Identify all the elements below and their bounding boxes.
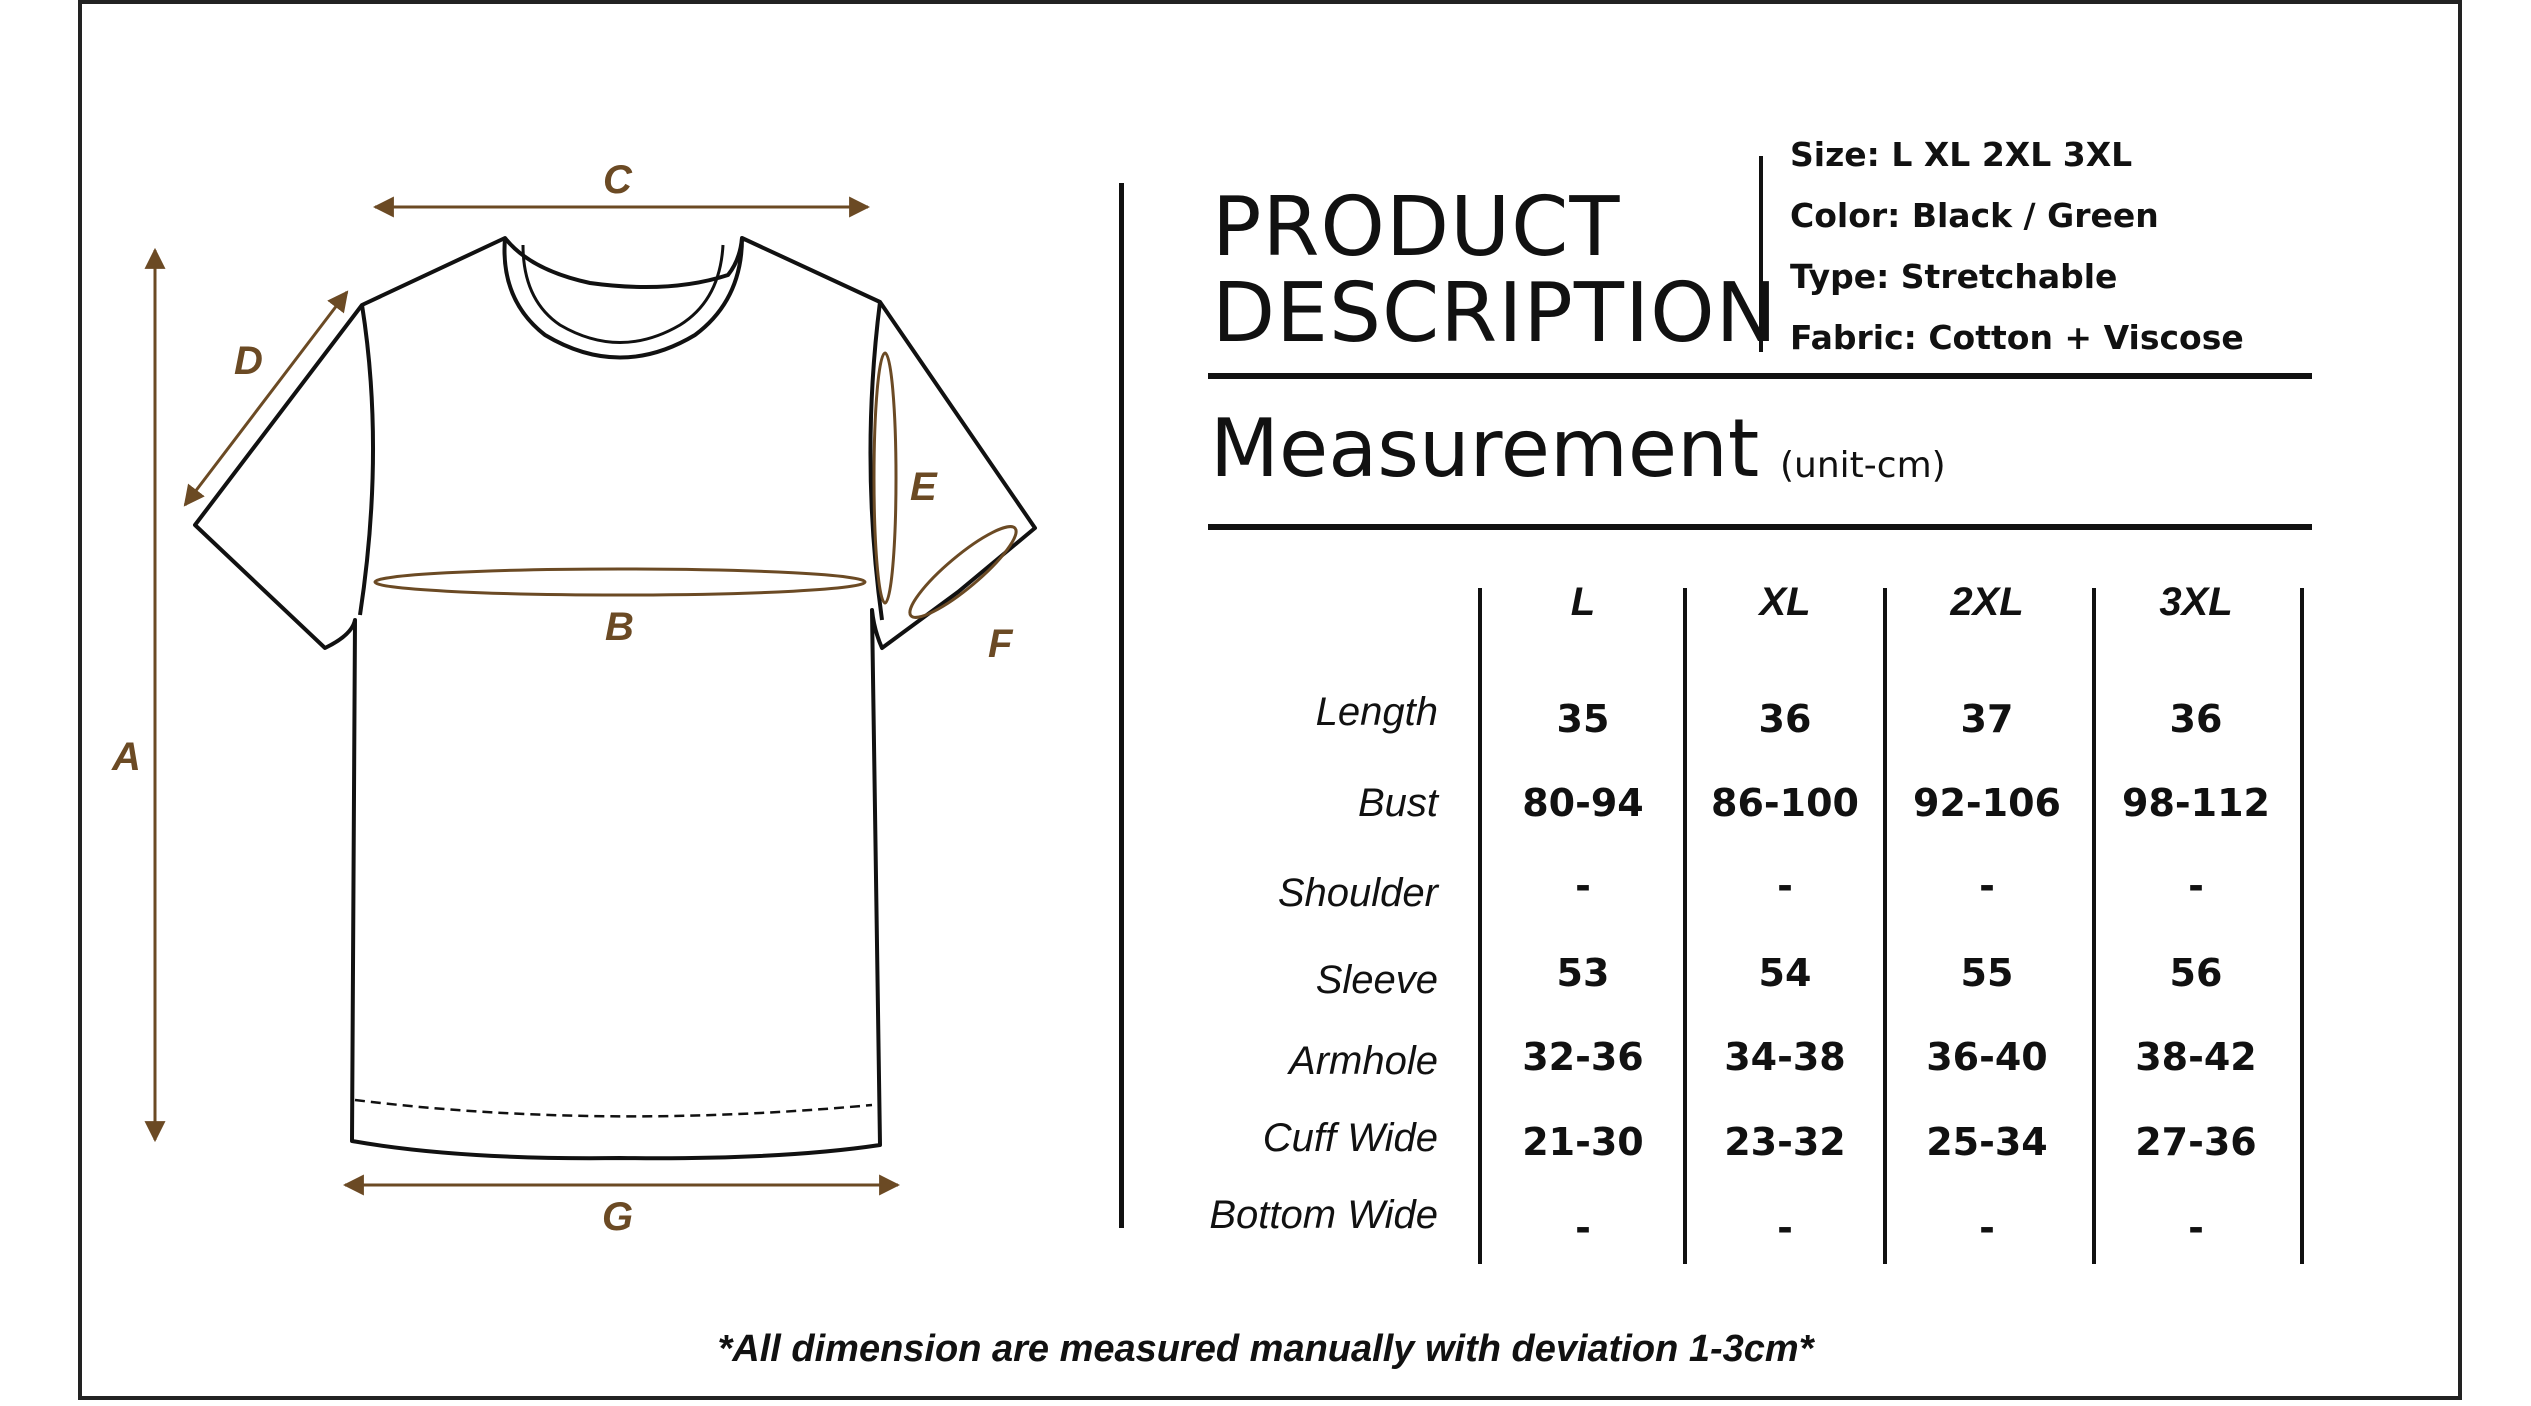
table-cell: 36 (1758, 697, 1812, 741)
spec-list (1790, 124, 2244, 368)
table-cell: - (1979, 864, 1995, 908)
spec-color: Color: Black / Green (1790, 196, 2159, 235)
rule-top (1208, 373, 2312, 379)
row-label-length: Length (1315, 690, 1438, 734)
table-cell: 35 (1556, 697, 1610, 741)
table-cell: 56 (2169, 951, 2223, 995)
table-cell: 54 (1758, 951, 1812, 995)
table-cell: - (1575, 864, 1591, 908)
table-cell: 38-42 (2135, 1035, 2257, 1079)
table-cell: 36 (2169, 697, 2223, 741)
tshirt-outline (195, 238, 1035, 1158)
measurement-title: Measurement (1210, 402, 1760, 495)
label-b: B (605, 605, 634, 649)
row-label-shoulder: Shoulder (1277, 871, 1438, 915)
table-cell: 32-36 (1522, 1035, 1644, 1079)
page-title (1212, 180, 1779, 361)
label-c: C (603, 158, 632, 202)
table-cell: - (2188, 864, 2204, 908)
spec-type: Type: Stretchable (1790, 257, 2118, 296)
column-header-l: L (1570, 580, 1596, 624)
table-col-divider (1478, 588, 1482, 1264)
footnote: *All dimension are measured manually with deviation 1-3cm* (717, 1328, 1814, 1370)
column-header-2xl: 2XL (1950, 580, 2024, 624)
table-cell: 92-106 (1913, 781, 2061, 825)
table-cell: - (1979, 1206, 1995, 1250)
row-label-bottom-wide: Bottom Wide (1209, 1193, 1438, 1237)
label-e: E (910, 465, 937, 509)
measurement-unit: (unit-cm) (1780, 445, 1946, 486)
table-cell: - (1575, 1206, 1591, 1250)
label-f: F (988, 622, 1013, 666)
table-cell: 34-38 (1724, 1035, 1846, 1079)
row-label-armhole: Armhole (1289, 1039, 1438, 1083)
table-cell: 37 (1960, 697, 2014, 741)
table-cell: - (1777, 864, 1793, 908)
rule-measurement (1208, 524, 2312, 530)
spec-fabric: Fabric: Cotton + Viscose (1790, 318, 2244, 357)
table-cell: - (2188, 1206, 2204, 1250)
column-header-3xl: 3XL (2159, 580, 2233, 624)
table-cell: 25-34 (1926, 1120, 2048, 1164)
table-cell: 80-94 (1522, 781, 1644, 825)
table-cell: 98-112 (2122, 781, 2270, 825)
row-label-cuff-wide: Cuff Wide (1262, 1116, 1438, 1160)
title-line-2: DESCRIPTION (1212, 266, 1779, 361)
table-cell: 55 (1960, 951, 2014, 995)
label-g: G (602, 1195, 634, 1239)
title-line-1: PRODUCT (1212, 180, 1621, 275)
table-col-divider (2300, 588, 2304, 1264)
spec-size: Size: L XL 2XL 3XL (1790, 135, 2133, 174)
label-d: D (234, 339, 263, 383)
table-cell: 27-36 (2135, 1120, 2257, 1164)
column-header-xl: XL (1759, 580, 1811, 624)
table-cell: 36-40 (1926, 1035, 2048, 1079)
tshirt-diagram (0, 0, 1100, 1300)
label-a: A (112, 735, 141, 779)
table-cell: - (1777, 1206, 1793, 1250)
table-cell: 23-32 (1724, 1120, 1846, 1164)
table-cell: 21-30 (1522, 1120, 1644, 1164)
table-cell: 53 (1556, 951, 1610, 995)
row-label-bust: Bust (1357, 781, 1438, 825)
table-cell: 86-100 (1711, 781, 1859, 825)
row-label-sleeve: Sleeve (1315, 958, 1438, 1002)
